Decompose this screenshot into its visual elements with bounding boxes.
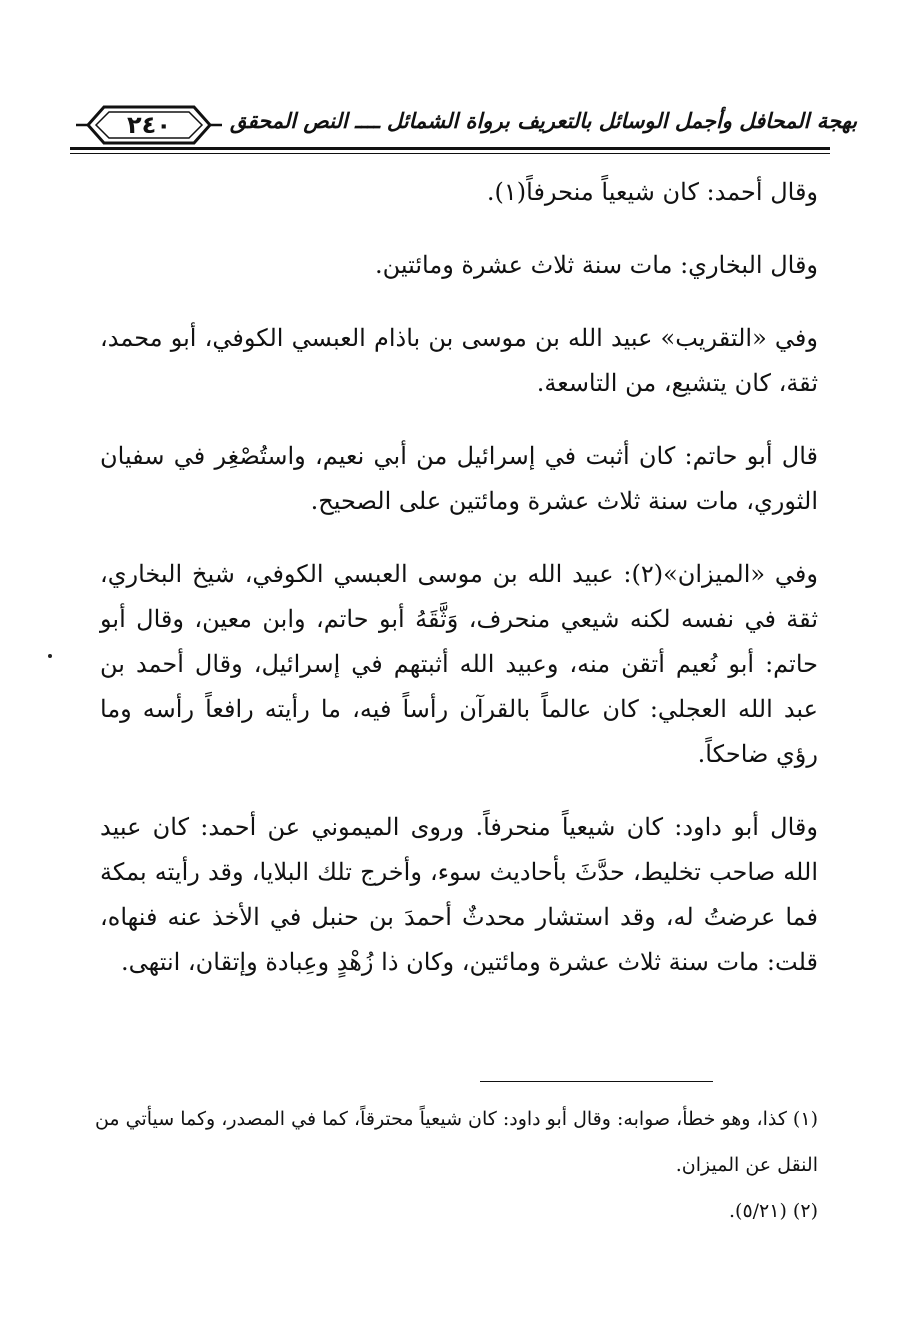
paragraph: وقال أبو داود: كان شيعياً منحرفاً. وروى الميموني عن أحمد: كان عبيد الله صاحب تخليط، حدَّثَ بأحاديث سوء، وأخرج تلك البلايا، وقد رأيته بمكة فما عرضتُ له، وقد استشار محدثٌ أحمدَ بن حنبل في الأخذ عنه فنهاه، قلت: مات سنة ثلاث عشرة ومائتين، وكان ذا زُهْدٍ وعِبادة وإتقان، انتهى. <box>100 813 818 976</box>
main-text <box>100 170 818 985</box>
paragraph: قال أبو حاتم: كان أثبت في إسرائيل من أبي نعيم، واستُصْغِر في سفيان الثوري، مات سنة ثلاث عشرة ومائتين على الصحيح. <box>100 442 818 515</box>
margin-mark <box>48 654 52 658</box>
paragraph: وفي «التقريب» عبيد الله بن موسى بن باذام العبسي الكوفي، أبو محمد، ثقة، كان يتشيع، من التاسعة. <box>100 324 818 397</box>
page-number-badge <box>74 103 224 147</box>
header-rule-thick <box>70 147 830 150</box>
paragraph: وفي «الميزان»(٢): عبيد الله بن موسى العبسي الكوفي، شيخ البخاري، ثقة في نفسه لكنه شيعي منحرف، وَثَّقَهُ أبو حاتم، وابن معين، وقال أبو حاتم: أبو نُعيم أتقن منه، وعبيد الله أثبتهم في إسرائيل، وقال أحمد بن عبد الله العجلي: كان عالماً بالقرآن رأساً فيه، ما رأيته رافعاً رأسه وما رؤي ضاحكاً. <box>100 560 818 768</box>
page-header <box>70 103 858 153</box>
header-rule-thin <box>70 153 830 154</box>
footnote-separator <box>480 1081 713 1082</box>
footnotes <box>88 1096 818 1234</box>
footnote: (٢) (٥/٢١). <box>729 1200 818 1222</box>
footnote: (١) كذا، وهو خطأ، صوابه: وقال أبو داود: كان شيعياً محترقاً، كما في المصدر، وكما سيأتي من النقل عن الميزان. <box>94 1108 818 1176</box>
paragraph: وقال أحمد: كان شيعياً منحرفاً(١). <box>486 178 818 206</box>
paragraph: وقال البخاري: مات سنة ثلاث عشرة ومائتين. <box>374 251 818 279</box>
running-title: بهجة المحافل وأجمل الوسائل بالتعريف برواة الشمائل ــــ النص المحقق <box>230 109 858 133</box>
page-number: ٢٤٠ <box>127 111 171 139</box>
